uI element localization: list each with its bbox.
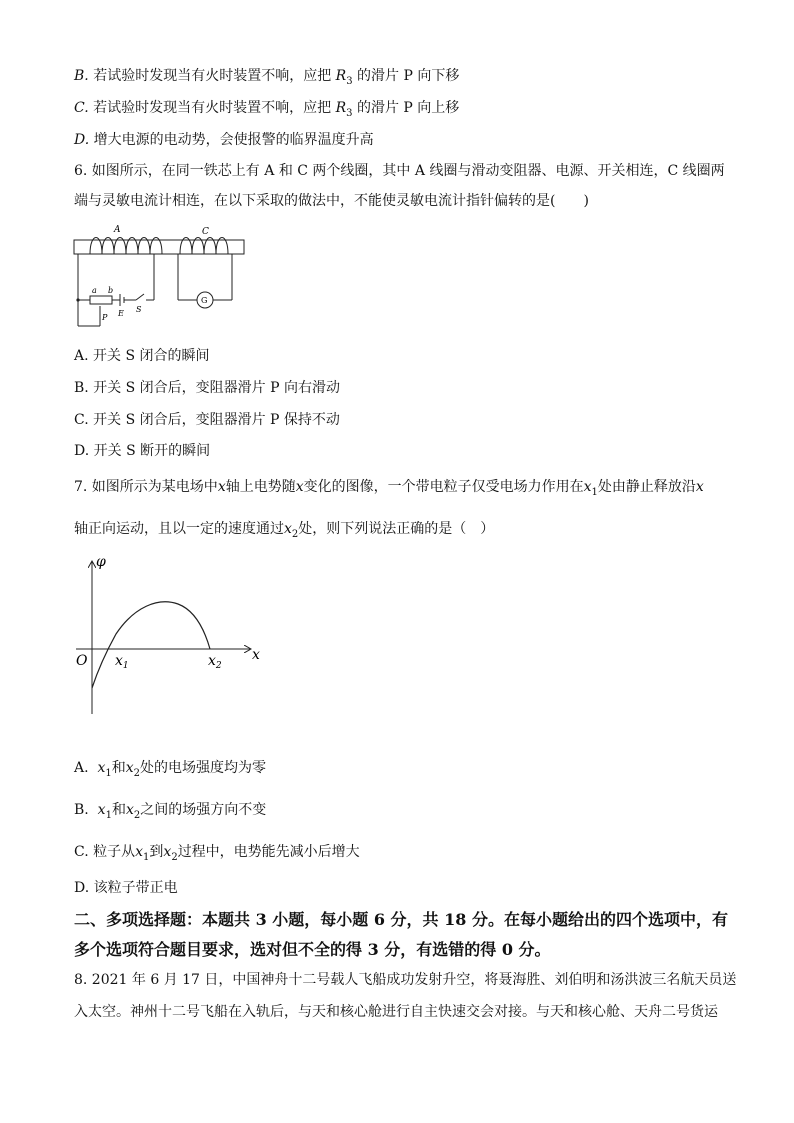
phi-label: φ: [96, 554, 106, 570]
iron-core: [74, 240, 244, 254]
section2-heading-line2: 多个选项符合题目要求，选对但不全的得 3 分，有选错的得 0 分。: [74, 940, 551, 959]
x1-label: $x_1$: [115, 653, 129, 671]
coil-a-label: A: [114, 225, 121, 235]
svg-text:b: b: [108, 286, 114, 295]
q7-potential-graph: [72, 552, 272, 722]
q8-stem-line1: 8. 2021 年 6 月 17 日，中国神舟十二号载人飞船成功发射升空，将聂海胜、刘伯明和汤洪波三名航天员送: [74, 972, 737, 988]
q6-stem-line2: 端与灵敏电流计相连，在以下采取的做法中，不能使灵敏电流计指针偏转的是( ): [74, 193, 589, 209]
q7-stem-line1: 7. 如图所示为某电场中x轴上电势随x变化的图像，一个带电粒子仅受电场力作用在$x_1$处由静止释放沿x: [74, 479, 704, 498]
q7-option-c: C. 粒子从$x_1$到$x_2$过程中，电势能先减小后增大: [74, 844, 360, 863]
section2-heading-line1: 二、多项选择题：本题共 3 小题，每小题 6 分，共 18 分。在每小题给出的四个选项中，有: [74, 910, 728, 929]
svg-text:E: E: [118, 309, 124, 318]
svg-text:a: a: [92, 286, 97, 295]
q6-option-d: D. 开关 S 断开的瞬间: [74, 443, 211, 459]
q7-option-d: D. 该粒子带正电: [74, 880, 178, 896]
q6-option-b: B. 开关 S 闭合后，变阻器滑片 P 向右滑动: [74, 380, 340, 396]
q6-option-c: C. 开关 S 闭合后，变阻器滑片 P 保持不动: [74, 412, 340, 428]
q7-option-b: B. $x_1$和$x_2$之间的场强方向不变: [74, 802, 267, 821]
q7-stem-line2: 轴正向运动，且以一定的速度通过$x_2$处，则下列说法正确的是（ ）: [74, 521, 495, 540]
q6-option-a: A. 开关 S 闭合的瞬间: [74, 348, 210, 364]
q5-option-c: C. 若试验时发现当有火时装置不响，应把 $R_3$ 的滑片 P 向上移: [74, 100, 460, 119]
q6-stem-line1: 6. 如图所示，在同一铁芯上有 A 和 C 两个线圈，其中 A 线圈与滑动变阻器、电源、开关相连，C 线圈两: [74, 163, 725, 179]
origin-label: O: [76, 653, 88, 669]
potential-curve: [92, 602, 210, 688]
q6-circuit-figure: [72, 222, 252, 332]
galvanometer-label: G: [201, 296, 208, 305]
q5-option-d: D. 增大电源的电动势，会使报警的临界温度升高: [74, 132, 374, 148]
q5-option-b: B. 若试验时发现当有火时装置不响，应把 $R_3$ 的滑片 P 向下移: [74, 68, 460, 87]
x-axis-label: x: [252, 647, 260, 663]
circuit-a: [78, 254, 154, 326]
svg-text:S: S: [136, 305, 142, 314]
coil-c-label: C: [202, 227, 209, 237]
q7-option-a: A. $x_1$和$x_2$处的电场强度均为零: [74, 760, 267, 779]
x2-label: $x_2$: [208, 653, 222, 671]
q8-stem-line2: 入太空。神州十二号飞船在入轨后，与天和核心舱进行自主快速交会对接。与天和核心舱、天舟二号货运: [74, 1004, 718, 1020]
svg-text:P: P: [102, 313, 108, 322]
